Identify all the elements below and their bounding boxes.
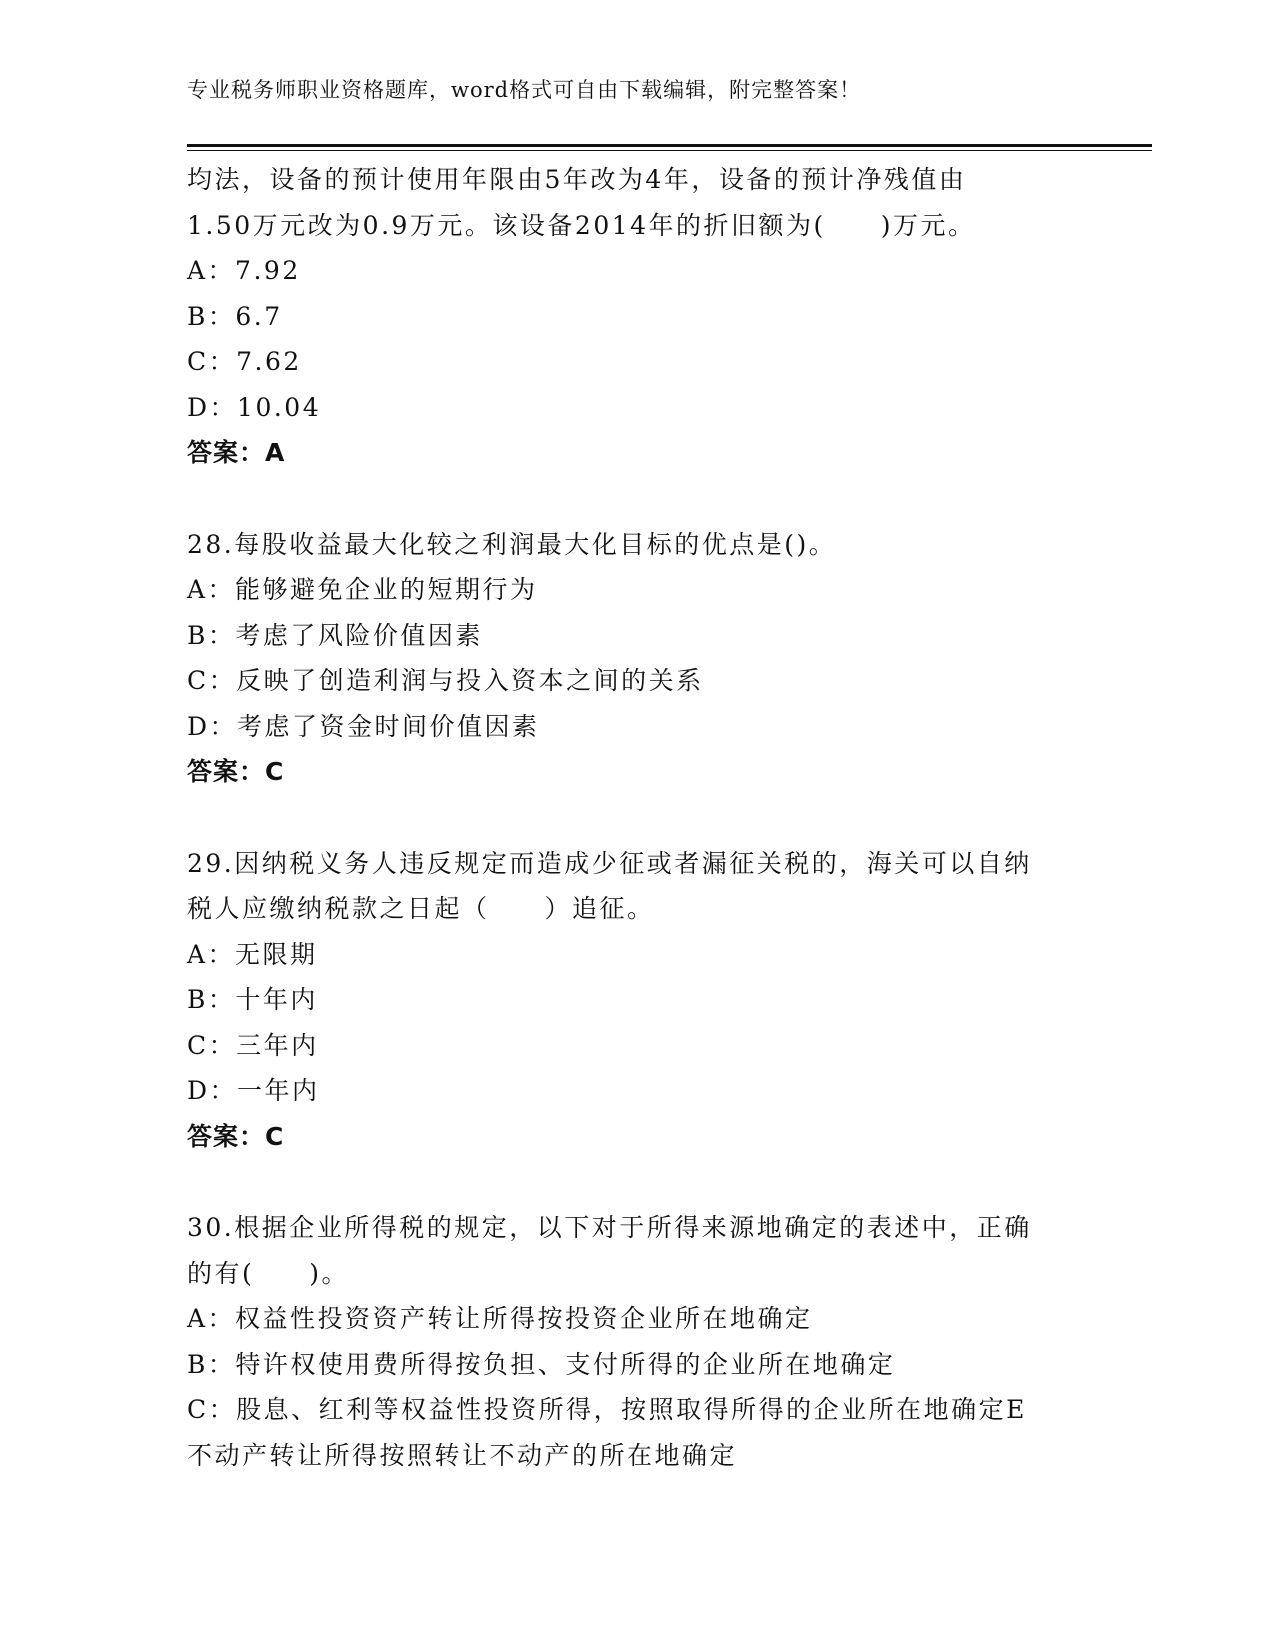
option-c: C：反映了创造利润与投入资本之间的关系 [187,666,704,695]
option-b: B：特许权使用费所得按负担、支付所得的企业所在地确定 [187,1349,896,1379]
question-29 [187,841,1087,1160]
option-a: A：7.92 [187,256,301,285]
answer-label: 答案：C [187,1121,285,1151]
question-stem: 29.因纳税义务人违反规定而造成少征或者漏征关税的，海关可以自纳 [187,848,1032,878]
option-a: A：权益性投资资产转让所得按投资企业所在地确定 [187,1304,813,1333]
question-content [187,157,1087,1478]
option-c: C：股息、红利等权益性投资所得，按照取得所得的企业所在地确定E [187,1395,1027,1424]
question-27 [187,157,1087,476]
question-stem: 均法，设备的预计使用年限由5年改为4年，设备的预计净残值由 [187,165,967,194]
option-c: C：7.62 [187,347,302,376]
question-30 [187,1205,1087,1478]
question-stem: 的有( )。 [187,1258,350,1288]
option-b: B：十年内 [187,985,318,1014]
question-stem: 28.每股收益最大化较之利润最大化目标的优点是()。 [187,529,837,559]
question-stem: 税人应缴纳税款之日起（ ）追征。 [187,894,655,923]
question-stem: 1.50万元改为0.9万元。该设备2014年的折旧额为( )万元。 [187,210,976,240]
question-stem: 30.根据企业所得税的规定，以下对于所得来源地确定的表述中，正确 [187,1213,1032,1242]
option-a: A：能够避免企业的短期行为 [187,575,538,604]
option-continuation: 不动产转让所得按照转让不动产的所在地确定 [187,1440,738,1470]
answer-label: 答案：C [187,757,285,786]
option-d: D：一年内 [187,1076,320,1105]
option-c: C：三年内 [187,1030,319,1060]
option-b: B：考虑了风险价值因素 [187,620,483,650]
option-d: D：考虑了资金时间价值因素 [187,711,540,741]
header-rule-thin [187,150,1152,151]
answer-label: 答案：A [187,438,286,467]
question-28 [187,522,1087,795]
page-header: 专业税务师职业资格题库，word格式可自由下载编辑，附完整答案！ [187,78,862,102]
header-rule-thick [187,144,1152,147]
option-d: D：10.04 [187,392,322,422]
option-b: B：6.7 [187,301,283,331]
option-a: A：无限期 [187,939,318,969]
